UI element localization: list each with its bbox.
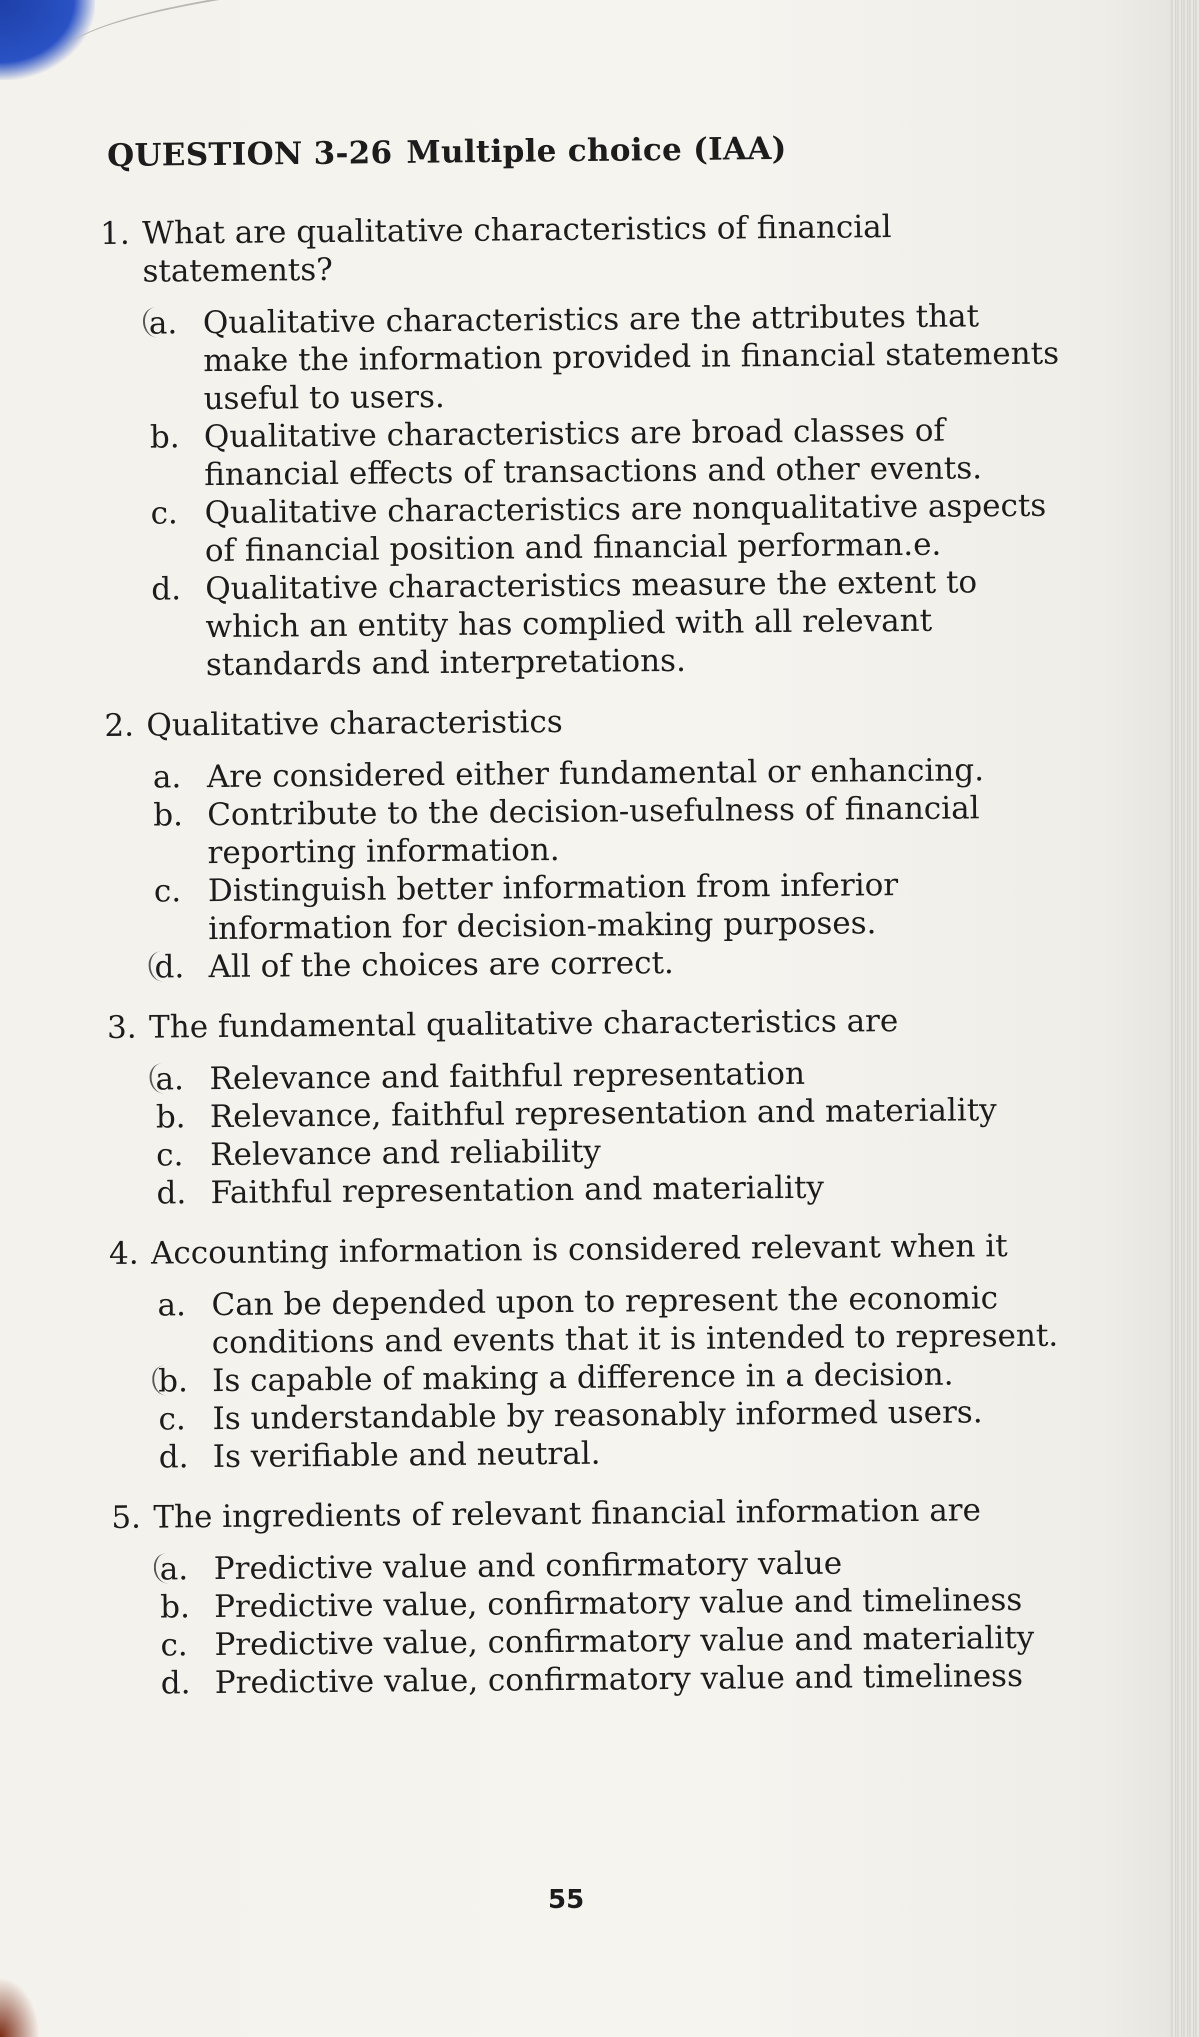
- option-text: Predictive value, confirmatory value and materiality: [214, 1619, 1035, 1664]
- page-heading: [107, 131, 787, 174]
- option-text: Is verifiable and neutral.: [212, 1435, 601, 1476]
- question-number: 1.: [100, 215, 130, 252]
- option-c: [150, 487, 1063, 571]
- option-d: [159, 1431, 1071, 1477]
- option-list: [160, 1543, 1073, 1703]
- option-letter: d.: [158, 1439, 189, 1476]
- option-letter: a.: [149, 304, 204, 418]
- option-text: Predictive value, confirmatory value and timeliness: [213, 1582, 1023, 1626]
- option-list: [155, 1053, 1068, 1213]
- option-a: [149, 297, 1062, 419]
- option-letter: a.: [157, 1287, 187, 1324]
- answer-mark: [149, 1063, 175, 1093]
- option-letter: b.: [155, 1099, 186, 1136]
- question-text: Qualitative characteristics: [146, 703, 563, 744]
- question-text: The fundamental qualitative characteristics are: [148, 1003, 899, 1046]
- answer-mark: [152, 1365, 178, 1395]
- page-stack-edge: [1170, 0, 1200, 2037]
- option-list: [149, 297, 1064, 685]
- option-letter: b.: [158, 1362, 212, 1400]
- option-text: Is capable of making a difference in a decision.: [212, 1356, 954, 1400]
- option-d: [156, 1167, 1068, 1213]
- answer-mark: [148, 951, 174, 981]
- option-d: [154, 941, 1066, 987]
- option-d: [151, 563, 1064, 685]
- option-letter: d.: [151, 571, 182, 608]
- option-text: Qualitative characteristics are the attributes that make the information provided in financial statements useful to users.: [202, 298, 1060, 418]
- option-letter: a.: [155, 1060, 209, 1098]
- option-letter: c.: [156, 1137, 184, 1174]
- option-letter: c.: [160, 1627, 188, 1664]
- page-bottom-shadow: [0, 1977, 40, 2037]
- question-3: [107, 1001, 1069, 1213]
- question-text: What are qualitative characteristics of financial statements?: [142, 209, 892, 290]
- option-text: Predictive value and confirmatory value: [213, 1545, 843, 1588]
- option-letter: a.: [160, 1550, 214, 1588]
- option-text: All of the choices are correct.: [208, 945, 674, 986]
- option-letter: d.: [154, 948, 208, 986]
- question-number: 5.: [111, 1499, 142, 1536]
- option-text: Distinguish better information from inferior information for decision-making purposes.: [207, 867, 899, 948]
- question-list: [100, 207, 1073, 1725]
- option-text: Faithful representation and materiality: [210, 1169, 825, 1212]
- question-text: The ingredients of relevant financial information are: [153, 1492, 982, 1536]
- option-letter: c.: [150, 495, 178, 532]
- option-letter: d.: [156, 1175, 187, 1212]
- option-text: Relevance, faithful representation and materiality: [209, 1092, 997, 1136]
- question-4: [109, 1227, 1071, 1477]
- page-number: 55: [548, 1885, 585, 1915]
- option-list: [153, 751, 1067, 987]
- option-letter: c.: [158, 1401, 186, 1438]
- answer-mark: [154, 1553, 180, 1583]
- option-text: Is understandable by reasonably informed users.: [212, 1394, 983, 1438]
- option-text: Are considered either fundamental or enhancing.: [206, 752, 985, 796]
- option-text: Qualitative characteristics are broad classes of financial effects of transactions and other events.: [203, 412, 983, 494]
- heading-subtitle: Multiple choice (IAA): [406, 130, 787, 171]
- option-b: [150, 411, 1063, 495]
- option-c: [154, 865, 1067, 949]
- option-text: Relevance and reliability: [210, 1133, 602, 1174]
- question-number: 2.: [104, 707, 135, 744]
- option-a: [157, 1279, 1070, 1363]
- option-letter: d.: [160, 1665, 191, 1702]
- question-2: [104, 699, 1066, 987]
- question-number: 3.: [106, 1009, 137, 1046]
- option-letter: a.: [152, 759, 182, 796]
- option-list: [157, 1279, 1071, 1477]
- option-letter: b.: [149, 419, 180, 456]
- heading-title: QUESTION 3-26: [107, 135, 393, 174]
- question-1: [100, 207, 1064, 685]
- option-d: [161, 1657, 1073, 1703]
- option-text: Contribute to the decision-usefulness of financial reporting information.: [207, 790, 980, 872]
- option-text: Relevance and faithful representation: [209, 1055, 806, 1098]
- answer-mark: [143, 307, 169, 337]
- option-b: [153, 789, 1066, 873]
- option-letter: c.: [153, 873, 182, 910]
- question-text: Accounting information is considered relevant when it: [150, 1228, 1008, 1272]
- option-text: Predictive value, confirmatory value and timeliness: [214, 1658, 1024, 1702]
- question-number: 4.: [108, 1235, 139, 1272]
- option-letter: b.: [153, 797, 184, 834]
- question-5: [111, 1491, 1073, 1703]
- option-text: Can be depended upon to represent the economic conditions and events that it is intended to represent.: [211, 1280, 1059, 1362]
- option-text: Qualitative characteristics are nonqualitative aspects of financial position and financial performan.e.: [204, 487, 1047, 570]
- option-letter: b.: [159, 1589, 191, 1626]
- option-text: Qualitative characteristics measure the extent to which an entity has complied with all relevant standards and interpretations.: [205, 564, 978, 684]
